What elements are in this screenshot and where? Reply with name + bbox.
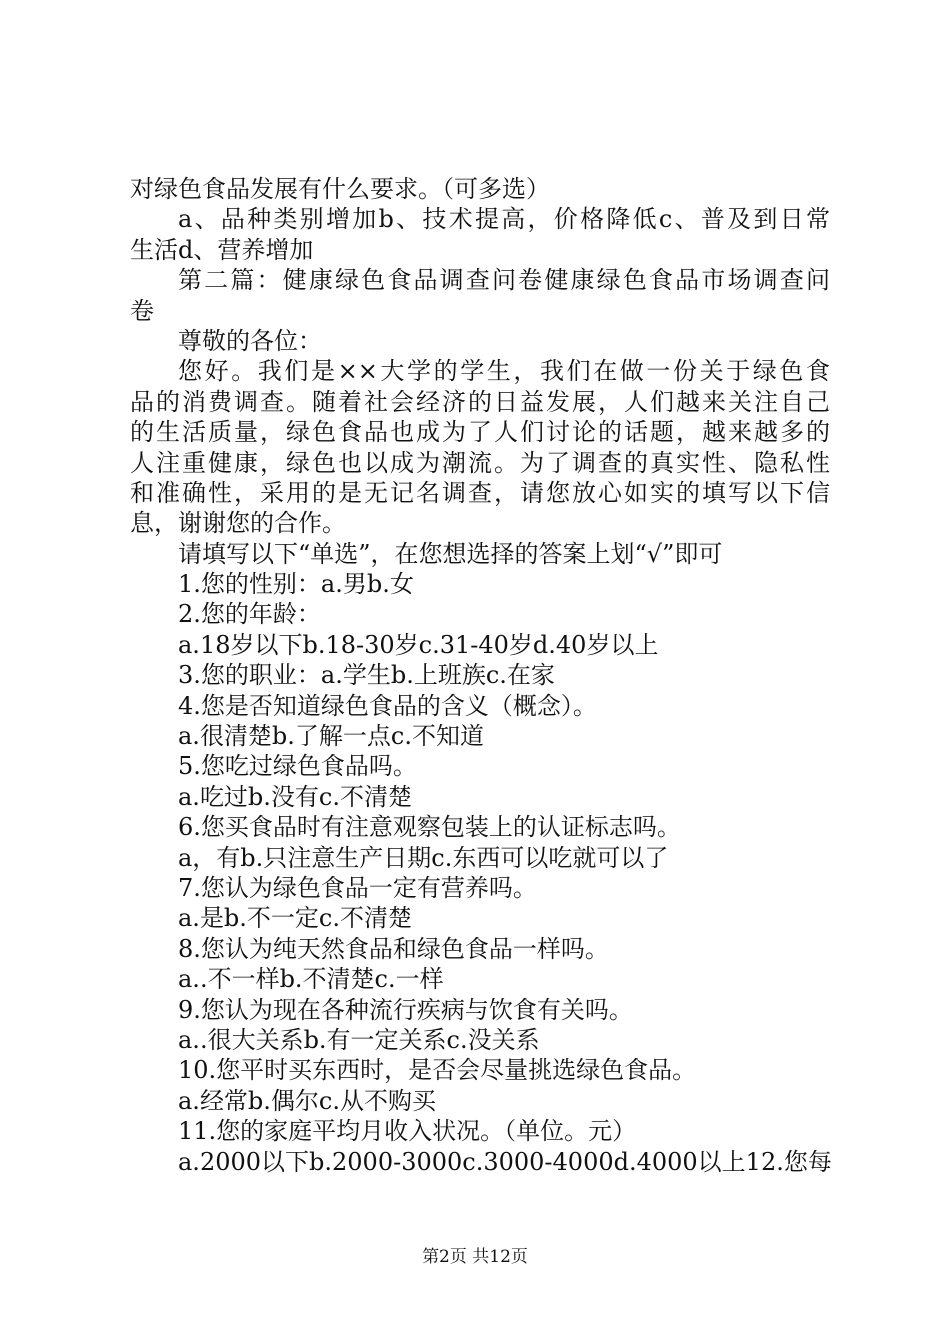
text-line: 5.您吃过绿色食品吗。 — [178, 752, 417, 781]
text-line: 您好。我们是××大学的学生，我们在做一份关于绿色食 — [178, 357, 830, 386]
text-line: 8.您认为纯天然食品和绿色食品一样吗。 — [178, 934, 609, 963]
text-line: a、品种类别增加b、技术提高，价格降低c、普及到日常 — [178, 205, 830, 234]
text-line: 1.您的性别：a.男b.女 — [178, 570, 414, 599]
text-line: 的生活质量，绿色食品也成为了人们讨论的话题，越来越多的 — [130, 418, 830, 447]
text-line: a.2000以下b.2000-3000c.3000-4000d.4000以上12.您每 — [178, 1147, 832, 1176]
text-line: 卷 — [130, 296, 154, 325]
text-line: 尊敬的各位： — [178, 326, 322, 355]
text-line: 10.您平时买东西时，是否会尽量挑选绿色食品。 — [178, 1056, 697, 1085]
text-line: 2.您的年龄： — [178, 600, 321, 629]
text-line: 6.您买食品时有注意观察包装上的认证标志吗。 — [178, 813, 681, 842]
page-footer: 第2页 共12页 — [422, 1247, 528, 1267]
text-line: a.吃过b.没有c.不清楚 — [178, 782, 412, 811]
text-line: a.是b.不一定c.不清楚 — [178, 904, 412, 933]
text-line: 9.您认为现在各种流行疾病与饮食有关吗。 — [178, 995, 633, 1024]
text-line: 4.您是否知道绿色食品的含义（概念）。 — [178, 691, 597, 720]
text-line: 和准确性，采用的是无记名调查，请您放心如实的填写以下信 — [130, 478, 830, 507]
text-line: a.很清楚b.了解一点c.不知道 — [178, 722, 484, 751]
text-line: a..不一样b.不清楚c.一样 — [178, 965, 444, 994]
text-line: 3.您的职业：a.学生b.上班族c.在家 — [178, 661, 555, 690]
text-line: 息，谢谢您的合作。 — [130, 509, 346, 538]
text-line: 生活d、营养增加 — [130, 235, 314, 264]
text-line: a.经常b.偶尔c.从不购买 — [178, 1086, 436, 1115]
text-line: 第二篇：健康绿色食品调查问卷健康绿色食品市场调查问 — [178, 266, 830, 295]
text-line: 7.您认为绿色食品一定有营养吗。 — [178, 873, 537, 902]
text-line: a.18岁以下b.18-30岁c.31-40岁d.40岁以上 — [178, 630, 659, 659]
text-line: a，有b.只注意生产日期c.东西可以吃就可以了 — [178, 843, 669, 872]
text-line: 11.您的家庭平均月收入状况。（单位。元） — [178, 1117, 637, 1146]
text-line: 对绿色食品发展有什么要求。（可多选） — [130, 175, 550, 203]
text-line: 请填写以下“单选”，在您想选择的答案上划“√”即可 — [178, 539, 723, 568]
text-line: 人注重健康，绿色也以成为潮流。为了调查的真实性、隐私性 — [130, 448, 830, 477]
body-text — [130, 174, 830, 1177]
text-line: 品的消费调查。随着社会经济的日益发展，人们越来关注自己 — [130, 387, 830, 416]
text-line: a..很大关系b.有一定关系c.没关系 — [178, 1025, 540, 1054]
